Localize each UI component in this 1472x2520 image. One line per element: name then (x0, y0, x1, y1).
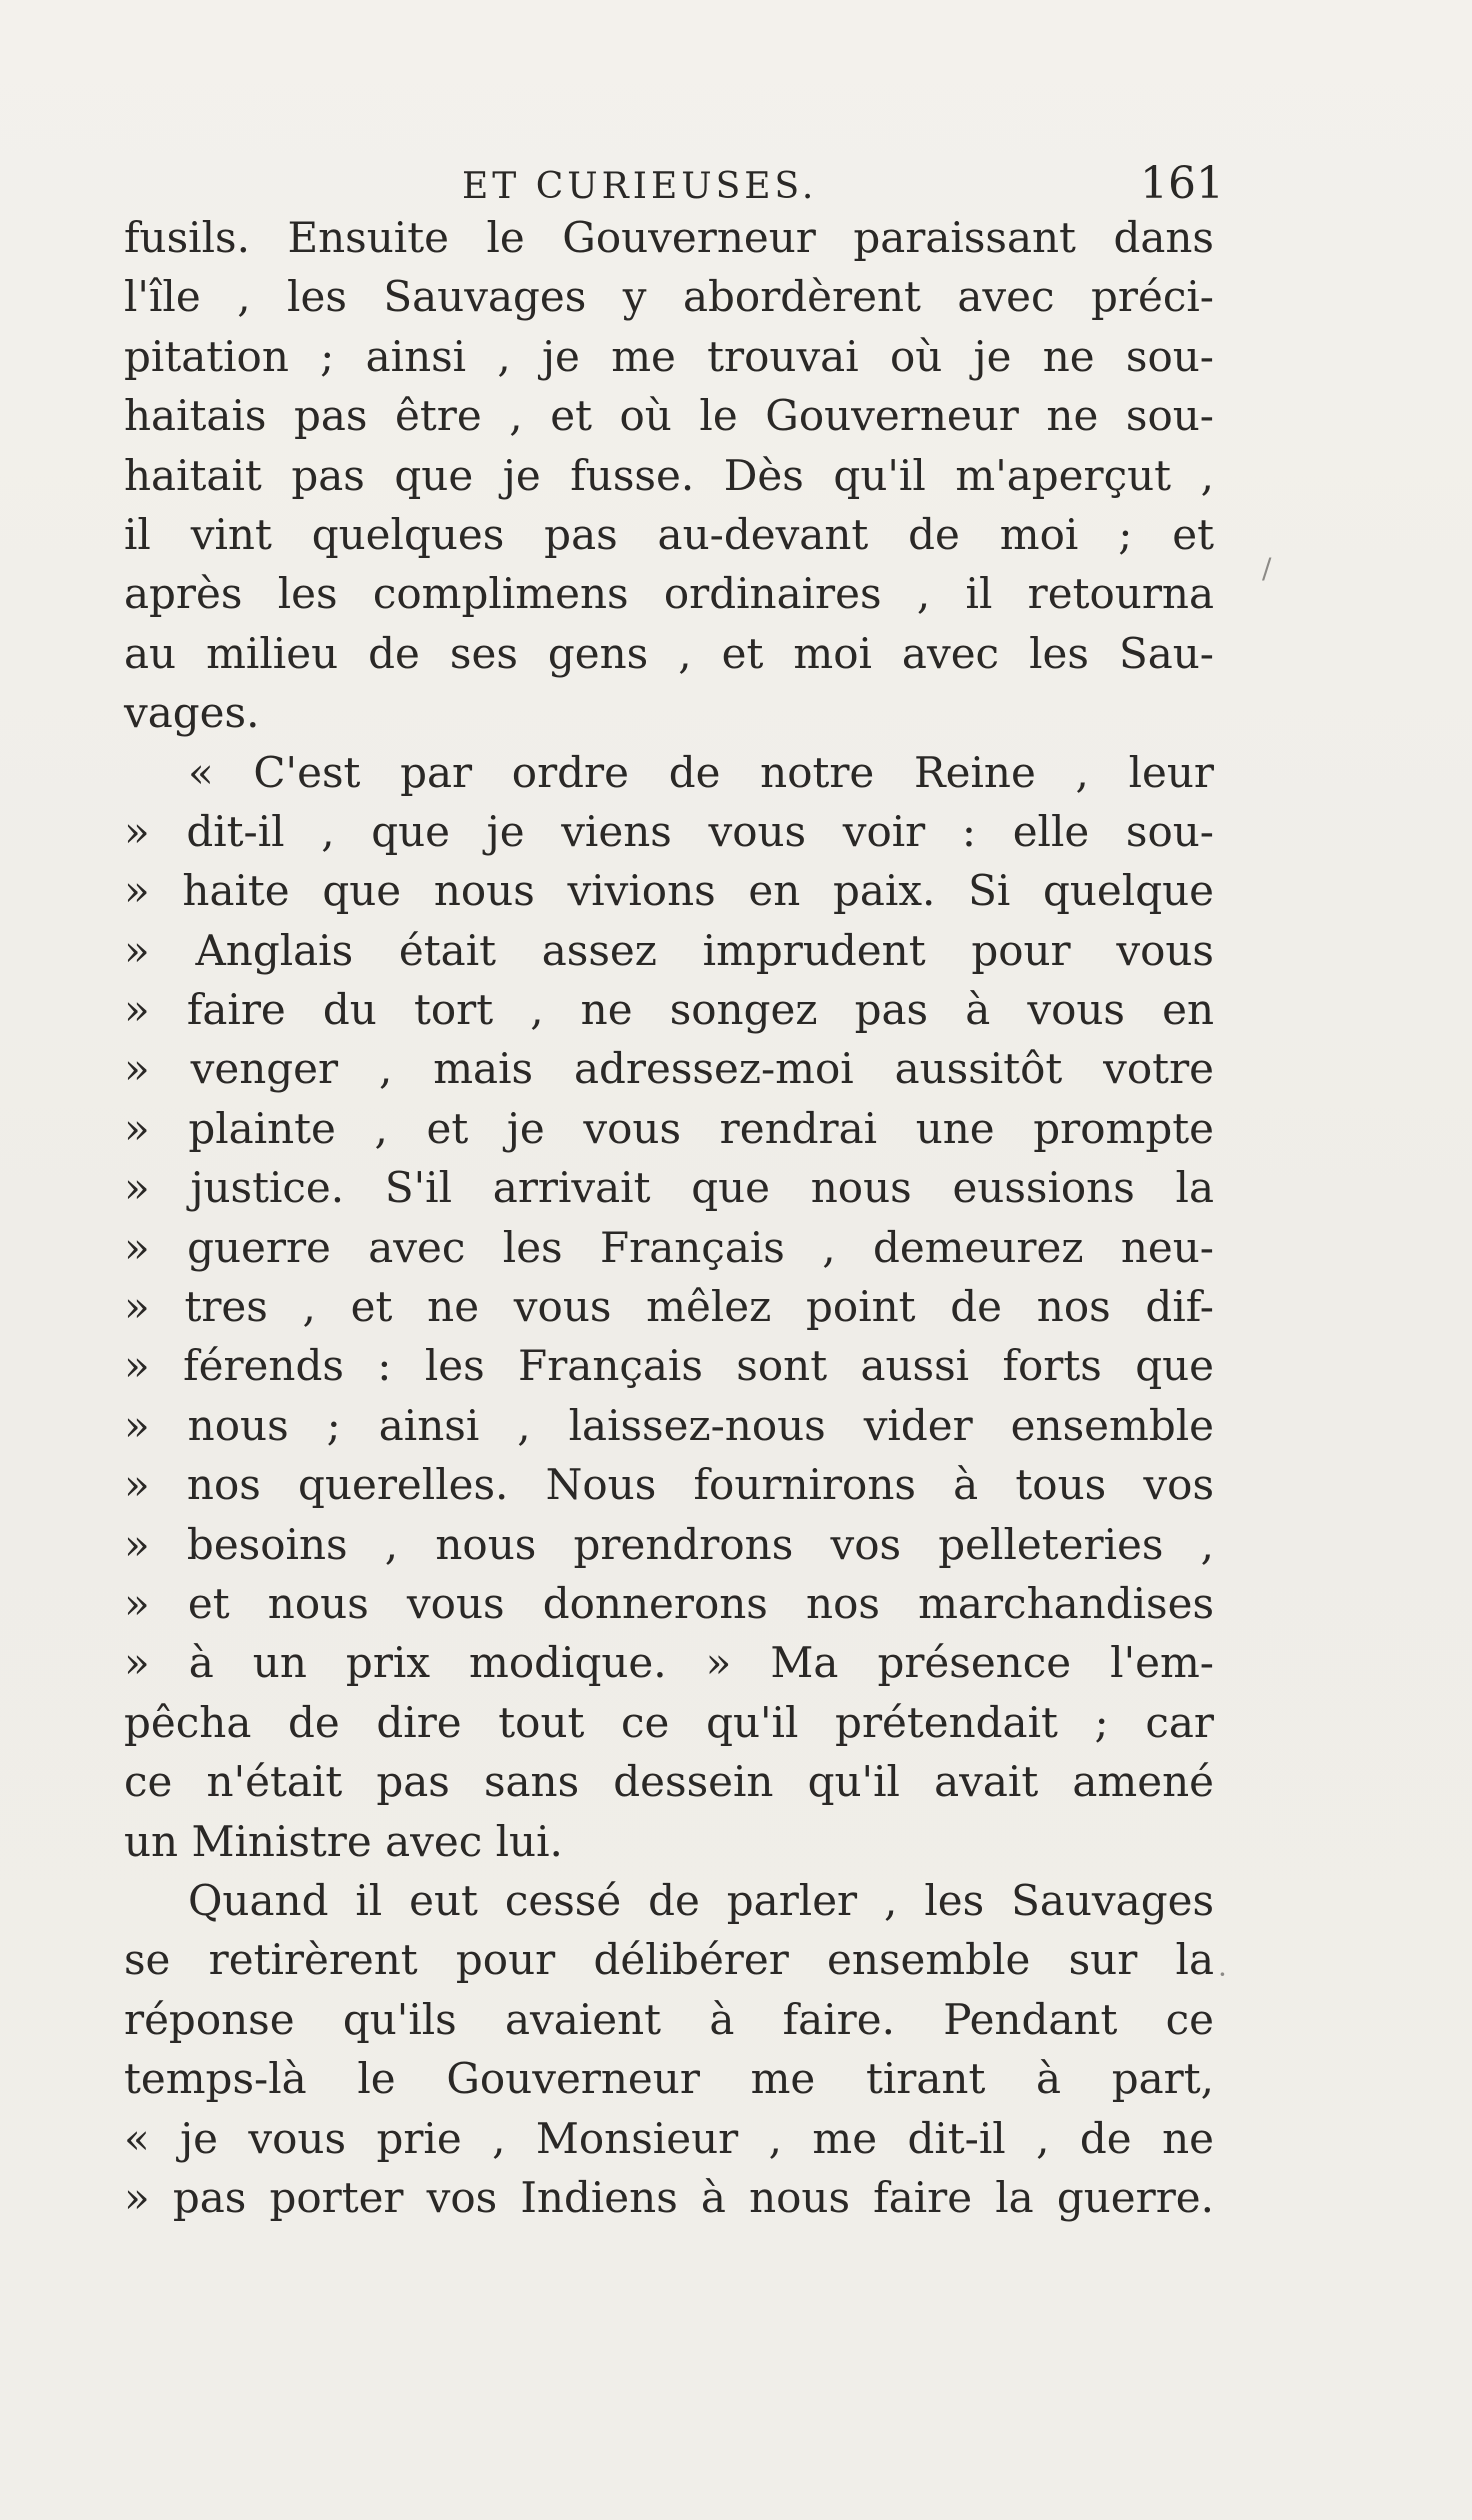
text-line: temps-là le Gouverneur me tirant à part, (124, 2054, 1214, 2104)
text-line: fusils. Ensuite le Gouverneur paraissant dans (124, 213, 1214, 262)
text-line: Quand il eut cessé de parler , les Sauvages (188, 1875, 1214, 1925)
body-text (124, 208, 1214, 2227)
text-line: il vint quelques pas au-devant de moi ; et (124, 509, 1214, 559)
margin-mark: · (1218, 1958, 1227, 1991)
text-line: » nos querelles. Nous fournirons à tous vos (124, 1460, 1214, 1510)
text-line: » pas porter vos Indiens à nous faire la guerre. (124, 2172, 1214, 2222)
text-line: ce n'était pas sans dessein qu'il avait amené (124, 1757, 1214, 1807)
text-line: « C'est par ordre de notre Reine , leur (188, 747, 1214, 797)
text-line: après les complimens ordinaires , il retourna (124, 569, 1214, 619)
text-line: » faire du tort , ne songez pas à vous en (124, 985, 1214, 1035)
text-line: haitais pas être , et où le Gouverneur ne sou- (124, 391, 1214, 441)
text-line: » tres , et ne vous mêlez point de nos dif- (124, 1282, 1214, 1332)
running-head: ET CURIEUSES. (462, 166, 818, 207)
text-line: » justice. S'il arrivait que nous eussions la (124, 1163, 1214, 1213)
text-line: « je vous prie , Monsieur , me dit-il , de ne (124, 2113, 1214, 2163)
text-line: se retirèrent pour délibérer ensemble sur la (124, 1935, 1214, 1985)
text-line: pêcha de dire tout ce qu'il prétendait ; car (124, 1697, 1214, 1747)
text-line: réponse qu'ils avaient à faire. Pendant ce (124, 1994, 1214, 2044)
text-line: » à un prix modique. » Ma présence l'em- (124, 1638, 1214, 1688)
text-line: » venger , mais adressez-moi aussitôt votre (124, 1044, 1214, 1094)
text-line: » haite que nous vivions en paix. Si quelque (124, 866, 1214, 916)
page-number: 161 (1140, 158, 1224, 209)
text-line: l'île , les Sauvages y abordèrent avec préci- (124, 272, 1214, 322)
text-line: un Ministre avec lui. (124, 1816, 563, 1866)
text-line: haitait pas que je fusse. Dès qu'il m'aperçut , (124, 450, 1214, 500)
text-line: » guerre avec les Français , demeurez neu- (124, 1222, 1214, 1272)
text-line: au milieu de ses gens , et moi avec les Sau- (124, 628, 1214, 678)
text-line: » férends : les Français sont aussi forts que (124, 1341, 1214, 1391)
text-line: » et nous vous donnerons nos marchandises (124, 1578, 1214, 1628)
text-line: » besoins , nous prendrons vos pelleteries , (124, 1519, 1214, 1569)
text-line: pitation ; ainsi , je me trouvai où je ne sou- (124, 331, 1214, 381)
text-line: vages. (124, 688, 260, 738)
text-line: » Anglais était assez imprudent pour vous (124, 925, 1214, 975)
margin-mark: / (1262, 552, 1272, 585)
text-line: » nous ; ainsi , laissez-nous vider ensemble (124, 1400, 1214, 1450)
text-line: » dit-il , que je viens vous voir : elle sou- (124, 806, 1214, 856)
text-line: » plainte , et je vous rendrai une prompte (124, 1103, 1214, 1153)
